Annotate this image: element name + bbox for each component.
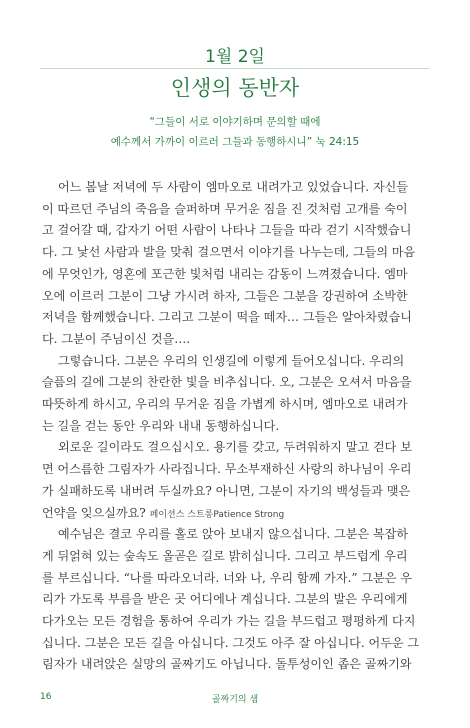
page-number: 16: [40, 692, 52, 702]
body-line: 를 부르십니다. “나를 따라오너라. 너와 나, 우리 함께 가자.” 그분은 우: [42, 570, 412, 585]
body-line: 예수님은 결코 우리를 홀로 앉아 보내지 않으십니다. 그분은 복잡하: [58, 527, 409, 542]
scripture-verse-text: 예수께서 가까이 이르러 그들과 동행하시니”: [110, 136, 313, 148]
scripture-reference: 눅 24:15: [315, 136, 360, 148]
body-line: 림자가 내려앉은 실망의 골짜기도 아닙니다. 돌투성이인 좁은 골짜기와: [42, 657, 412, 672]
body-line: 어느 봄날 저녁에 두 사람이 엠마오로 내려가고 있었습니다. 자신들: [58, 180, 409, 194]
body-line: 이 따르던 주님의 죽음을 슬퍼하며 무거운 짐을 진 것처럼 고개를 숙이: [42, 201, 408, 216]
body-line: 따뜻하게 하시고, 우리의 무거운 짐을 가볍게 하시며, 엠마오로 내려가: [42, 397, 408, 411]
body-line: 다가오는 모든 경험을 통하여 우리가 가는 길을 부드럽고 평평하게 다지: [42, 614, 416, 628]
body-line: 십니다. 그분은 모든 길을 아십니다. 그것도 아주 잘 아십니다. 어두운 그: [42, 635, 420, 650]
body-line: 리가 가도록 부름을 받은 곳 어디에나 계십니다. 그분의 발은 우리에게: [42, 592, 408, 607]
body-line: 다. 그분이 주님이신 것을….: [42, 331, 191, 346]
body-line: 저녁을 함께했습니다. 그리고 그분이 떡을 떼자… 그들은 알아차렸습니: [42, 310, 412, 325]
body-line: 그렇습니다. 그분은 우리의 인생길에 이렇게 들어오십니다. 우리의: [58, 353, 405, 368]
body-line: 가 실패하도록 내버려 두실까요? 아니면, 그분이 자기의 백성들과 맺은: [42, 483, 411, 498]
title-divider: [40, 68, 430, 69]
body-line: 오에 이르러 그분이 그냥 가시려 하자, 그들은 그분을 강권하여 소박한: [42, 288, 408, 303]
running-title: 골짜기의 샘: [211, 695, 259, 705]
page-title: 인생의 동반자: [170, 76, 300, 100]
scripture-verse-line-1: “그들이 서로 이야기하며 문의할 때에: [149, 116, 321, 128]
body-line: 외로운 길이라도 걸으십시오. 용기를 갖고, 두려워하지 말고 걷다 보: [58, 440, 412, 455]
body-line: 면 어스름한 그림자가 사라집니다. 무소부재하신 사랑의 하나님이 우리: [42, 462, 412, 477]
body-line: 고 걸어갈 때, 갑자기 어떤 사람이 나타나 그들을 따라 걷기 시작했습니: [42, 223, 412, 238]
body-line: 는 길을 걷는 동안 우리와 내내 동행하십니다.: [42, 418, 280, 433]
body-line: 게 뒤얽혀 있는 숲속도 올곧은 길로 밝히십니다. 그리고 부드럽게 우리: [42, 548, 408, 563]
date-heading: 1월 2일: [205, 47, 265, 67]
body-line-text: 언약을 잊으실까요?: [42, 505, 146, 520]
body-line: 다. 그 낯선 사람과 발을 맞춰 걸으면서 이야기를 나누는데, 그들의 마음: [42, 245, 416, 260]
scripture-verse-line-2: [0, 134, 470, 149]
body-line: 슬픔의 길에 그분의 찬란한 빛을 비추십니다. 오, 그분은 오셔서 마음을: [42, 375, 412, 390]
body-line: 에 무엇인가, 영혼에 포근한 빛처럼 내리는 감동이 느껴졌습니다. 엠마: [42, 266, 408, 281]
body-line: [42, 504, 432, 521]
poem-attribution: 페이션스 스트롱Patience Strong: [149, 509, 285, 520]
